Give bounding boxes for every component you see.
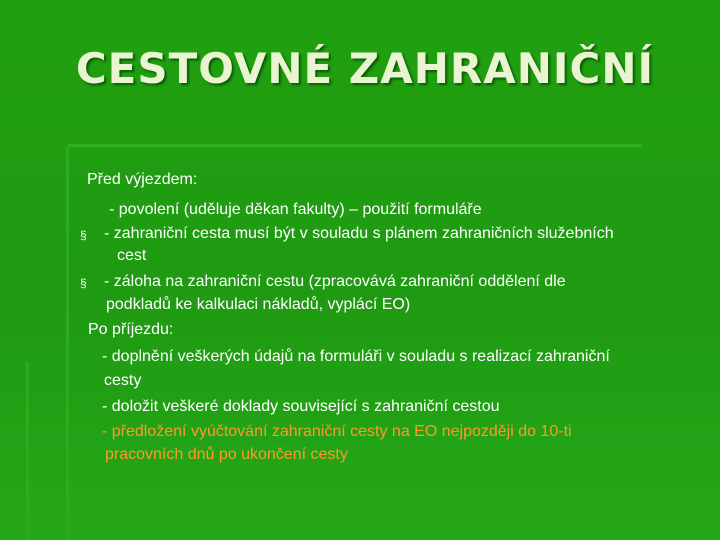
decorative-frame-left-outer (26, 362, 29, 540)
bullet-marker-icon: § (80, 228, 87, 242)
text-line-settlement-cont: pracovních dnů po ukončení cesty (105, 446, 348, 463)
text-line-permission: - povolení (uděluje děkan fakulty) – použití formuláře (109, 201, 482, 218)
section-heading-after-arrival: Po příjezdu: (88, 321, 174, 338)
slide-title: CESTOVNÉ ZAHRANIČNÍ (75, 44, 655, 93)
text-line-documents: - doložit veškeré doklady související s zahraniční cestou (102, 398, 500, 415)
decorative-frame-left (66, 146, 69, 540)
text-line-complete-data-cont: cesty (104, 372, 142, 389)
text-line-plan: - zahraniční cesta musí být v souladu s plánem zahraničních služebních (104, 225, 614, 242)
bullet-marker-icon: § (80, 276, 87, 290)
decorative-frame-top (68, 144, 642, 147)
text-line-complete-data: - doplnění veškerých údajů na formuláři v souladu s realizací zahraniční (102, 348, 610, 365)
text-line-plan-cont: cest (117, 247, 147, 264)
section-heading-before-departure: Před výjezdem: (87, 171, 198, 188)
text-line-advance-cont: podkladů ke kalkulaci nákladů, vyplácí EO) (106, 296, 411, 313)
text-line-advance: - záloha na zahraniční cestu (zpracovává zahraniční oddělení dle (104, 273, 566, 290)
text-line-settlement: - předložení vyúčtování zahraniční cesty na EO nejpozději do 10-ti (102, 423, 572, 440)
